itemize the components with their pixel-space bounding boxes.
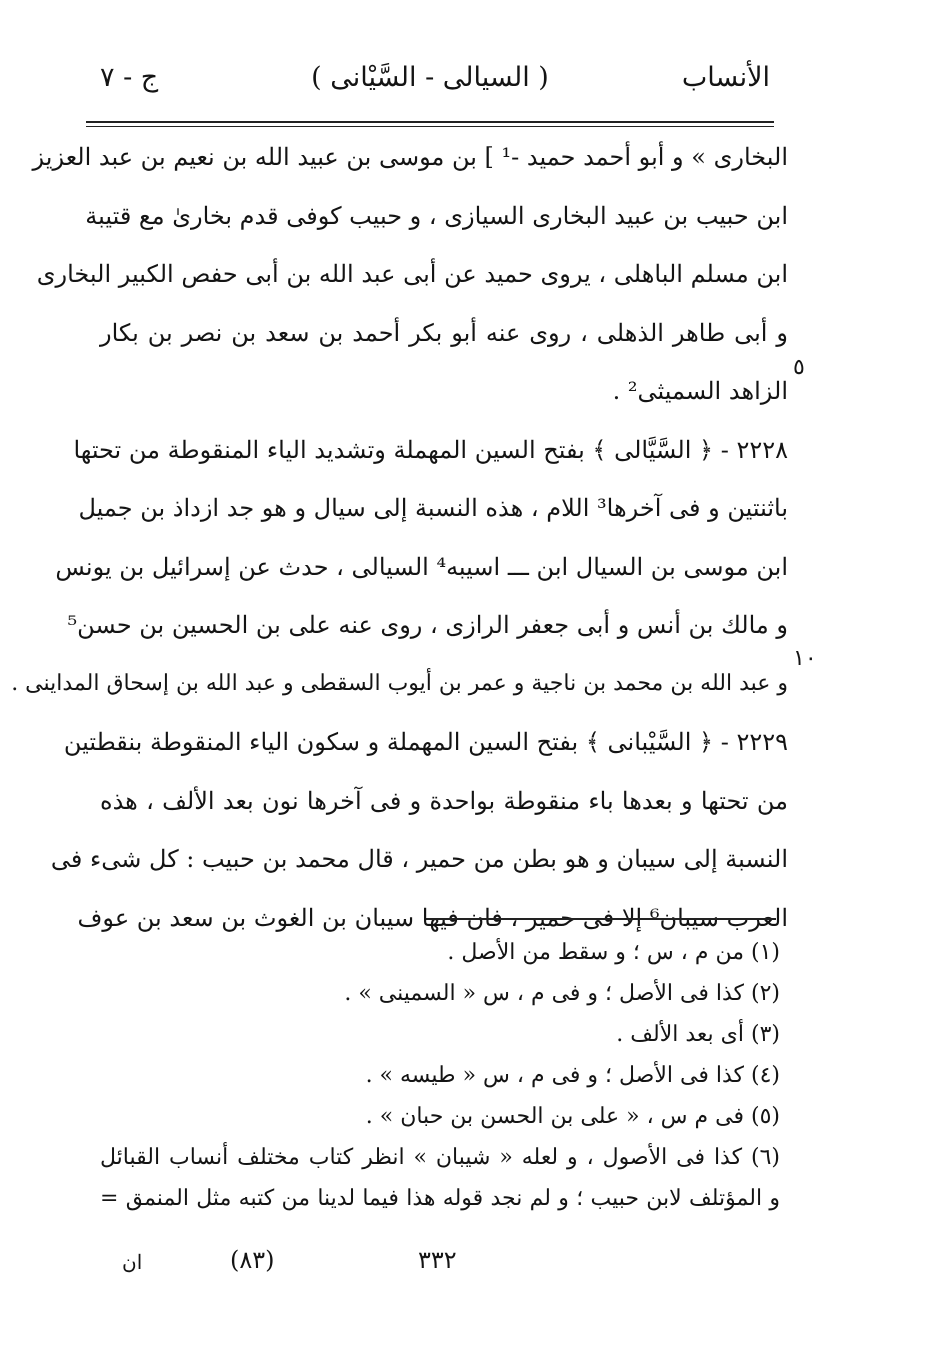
text-line: ابن موسى بن السيال ابن ـــ اسيبه⁴ السيالى ، حدث عن إسرائيل بن يونس xyxy=(55,552,788,581)
header-rule-thick xyxy=(86,121,774,123)
text-line: باثنتين و فى آخرها³ اللام ، هذه النسبة إلى سيال و هو جد ازداذ بن جميل xyxy=(78,494,788,522)
text-line: ابن مسلم الباهلى ، يروى حميد عن أبى عبد الله بن أبى حفص الكبير البخارى xyxy=(36,260,788,288)
main-text xyxy=(11,128,788,947)
page-number: ٣٣٢ xyxy=(418,1246,457,1274)
entry-2229-heading-line: ٢٢٢٩ - ﴿ السَّيْبانى ﴾ بفتح السين المهملة و سكون الياء المنقوطة بنقطتين xyxy=(63,728,788,756)
footnote-2: (٢) كذا فى الأصل ؛ و فى م ، س « السمينى » . xyxy=(344,981,780,1006)
text-line: من تحتها و بعدها باء منقوطة بواحدة و فى آخرها نون بعد الألف ، هذه xyxy=(100,786,788,815)
text-line: البخارى » و أبو أحمد حميد -¹ ] بن موسى بن عبيد الله بن نعيم بن عبد العزيز xyxy=(32,143,788,171)
footnote-5: (٥) فى م س ، « على بن الحسن بن حبان » . xyxy=(365,1104,780,1129)
footnote-1: (١) من م ، س ؛ و سقط من الأصل . xyxy=(447,940,780,965)
line-number-5: ٥ xyxy=(793,355,805,380)
text-line: و مالك بن أنس و أبى جعفر الرازى ، روى عنه على بن الحسين بن حسن⁵ xyxy=(67,611,788,639)
header-volume: ج - ٧ xyxy=(100,62,159,93)
footnotes xyxy=(100,932,780,1219)
text-line: و عبد الله بن محمد بن ناجية و عمر بن أيوب السقطى و عبد الله بن إسحاق المداينى . xyxy=(11,670,788,696)
text-line: الزاهد السميثى² . xyxy=(612,377,788,405)
footnote-6: (٦) كذا فى الأصول ، و لعله « شيبان » انظر كتاب مختلف أنساب القبائل xyxy=(100,1145,780,1170)
footnote-separator xyxy=(426,918,776,920)
printer-mark: ان xyxy=(122,1250,143,1274)
header-entry-range: ( السيالى - السَّيْانى ) xyxy=(311,62,549,93)
signature-mark: (٨٣) xyxy=(230,1246,275,1274)
page-footer xyxy=(100,1246,780,1286)
footnote-6-continued: و المؤتلف لابن حبيب ؛ و لم نجد قوله هذا فيما لدينا من كتبه مثل المنمق = xyxy=(100,1186,780,1211)
line-number-10: ١٠ xyxy=(793,646,817,671)
text-line: و أبى طاهر الذهلى ، روى عنه أبو بكر أحمد بن سعد بن نصر بن بكار xyxy=(100,318,788,347)
entry-2228-heading-line: ٢٢٢٨ - ﴿ السَّيَّالى ﴾ بفتح السين المهملة وتشديد الياء المنقوطة من تحتها xyxy=(73,435,788,464)
running-header xyxy=(90,62,770,106)
header-rule-thin xyxy=(86,126,774,127)
footnote-4: (٤) كذا فى الأصل ؛ و فى م ، س « طيسه » . xyxy=(365,1063,780,1088)
text-line: النسبة إلى سيبان و هو بطن من حمير ، قال محمد بن حبيب : كل شىء فى xyxy=(50,845,788,873)
text-line: العرب سيبان⁶ إلا فى حمير ، فان فيها سيبان بن الغوث بن سعد بن عوف xyxy=(77,903,788,932)
text-line: ابن حبيب بن عبيد البخارى السيازى ، و حبيب كوفى قدم بخارىٰ مع قتيبة xyxy=(85,201,788,230)
header-book-title: الأنساب xyxy=(681,62,770,93)
footnote-3: (٣) أى بعد الألف . xyxy=(616,1022,780,1047)
